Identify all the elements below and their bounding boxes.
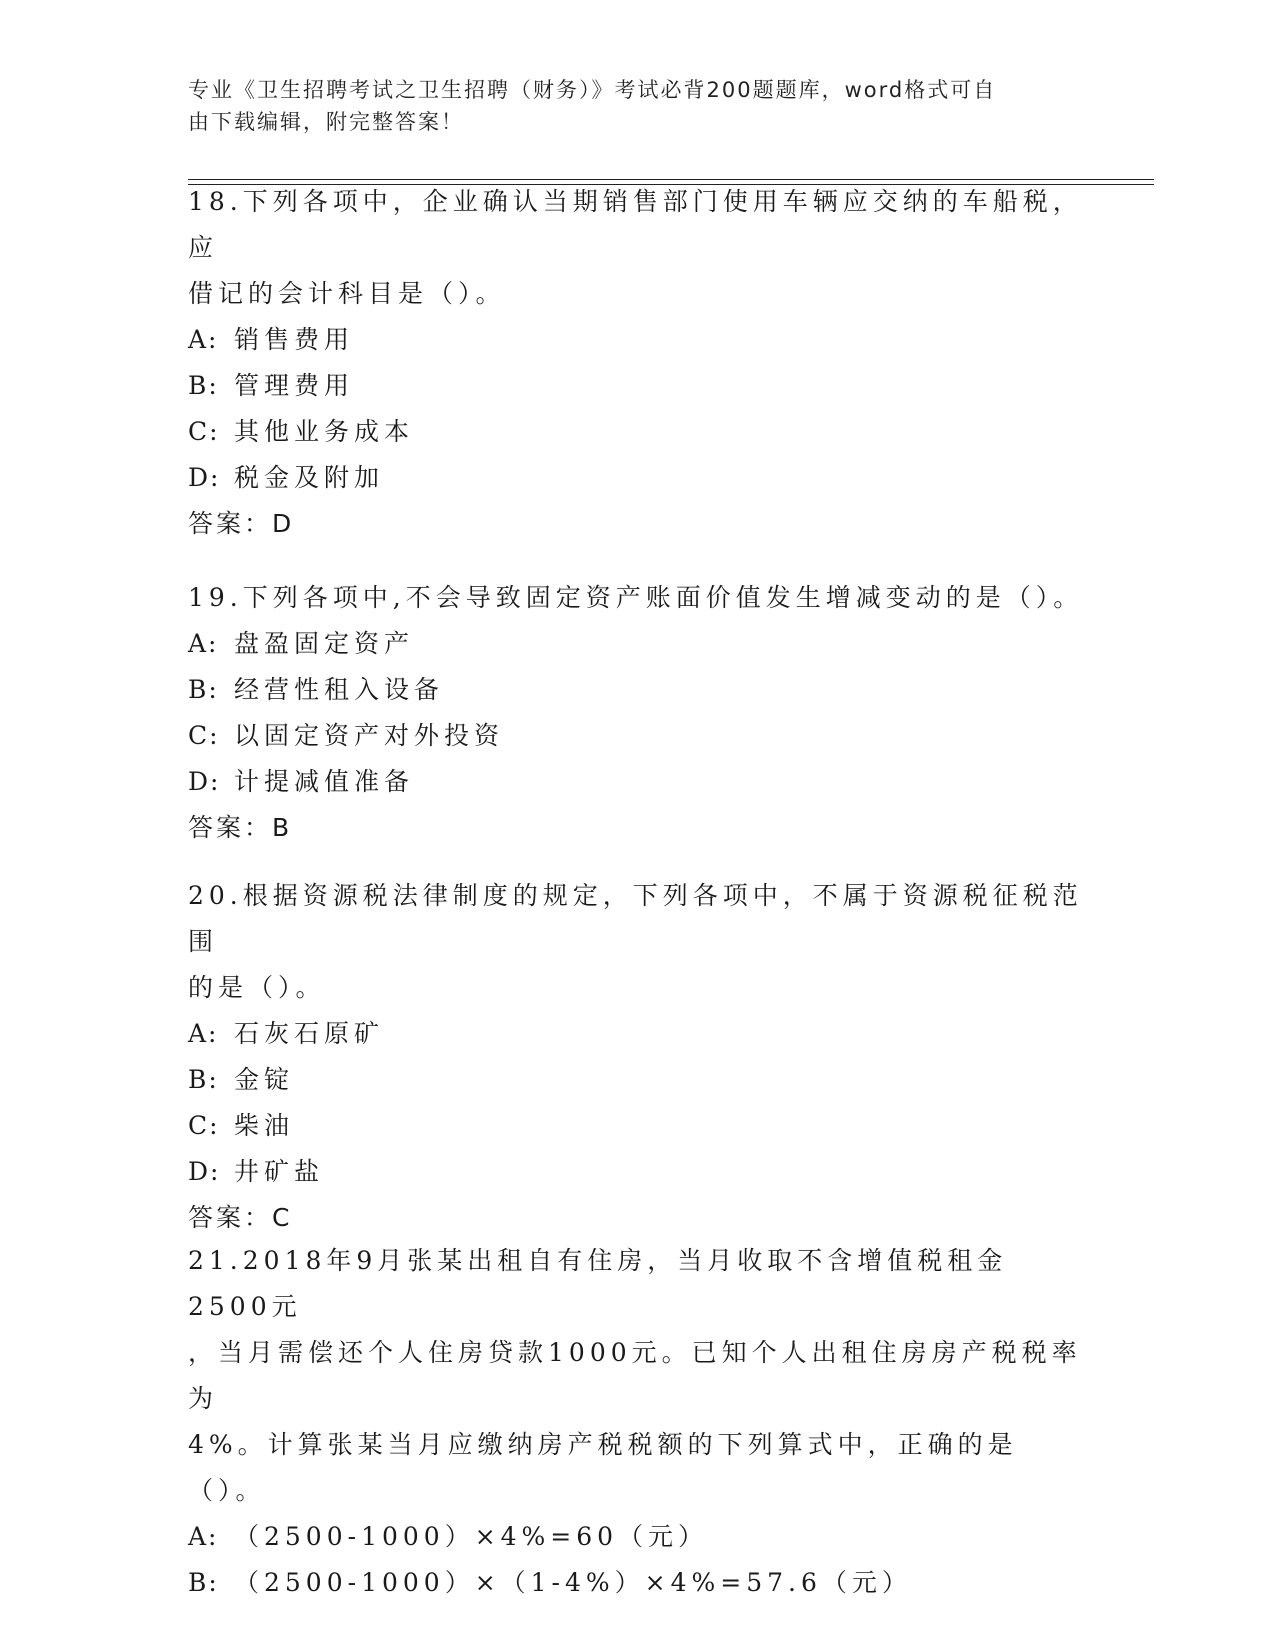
option-letter: D: xyxy=(188,1157,221,1186)
intro-line: 专业《卫生招聘考试之卫生招聘（财务）》考试必背200题题库，word格式可自 xyxy=(188,78,997,102)
question-stem-line: 21.2018年9月张某出租自有住房，当月收取不含增值税租金2500元 xyxy=(188,1246,1008,1321)
question-stem-line: 18.下列各项中，企业确认当期销售部门使用车辆应交纳的车船税，应 xyxy=(188,187,1083,262)
question-stem xyxy=(188,179,1088,317)
answer-line: 答案：B xyxy=(188,813,293,842)
option-letter: C: xyxy=(188,417,220,446)
question-stem-line: 4%。计算张某当月应缴纳房产税税额的下列算式中，正确的是（）。 xyxy=(188,1430,1018,1505)
option-a xyxy=(188,317,1088,363)
option-text: （2500-1000）×（1-4%）×4%=57.6（元） xyxy=(234,1568,912,1597)
question-19 xyxy=(188,575,1088,851)
option-text: 销售费用 xyxy=(234,325,355,354)
question-18 xyxy=(188,179,1088,547)
option-b xyxy=(188,1057,1088,1103)
question-stem-line: 19.下列各项中,不会导致固定资产账面价值发生增减变动的是（）。 xyxy=(188,583,1084,612)
option-letter: C: xyxy=(188,721,220,750)
document-intro xyxy=(188,74,1068,138)
option-letter: B: xyxy=(188,675,219,704)
option-text: 税金及附加 xyxy=(234,463,385,492)
option-b xyxy=(188,1560,1088,1606)
option-letter: A: xyxy=(188,1019,219,1048)
option-a xyxy=(188,1011,1088,1057)
option-d xyxy=(188,455,1088,501)
option-c xyxy=(188,1103,1088,1149)
option-b xyxy=(188,667,1088,713)
option-letter: A: xyxy=(188,629,219,658)
option-c xyxy=(188,409,1088,455)
option-text: 其他业务成本 xyxy=(234,417,415,446)
option-letter: B: xyxy=(188,371,219,400)
option-text: 井矿盐 xyxy=(234,1157,325,1186)
option-d xyxy=(188,759,1088,805)
question-21 xyxy=(188,1238,1088,1606)
option-text: 管理费用 xyxy=(234,371,355,400)
question-stem xyxy=(188,575,1088,621)
question-stem-line: 借记的会计科目是（）。 xyxy=(188,279,506,308)
option-text: 柴油 xyxy=(234,1111,295,1140)
option-text: 石灰石原矿 xyxy=(234,1019,385,1048)
option-letter: C: xyxy=(188,1111,220,1140)
option-text: 金锭 xyxy=(234,1065,295,1094)
question-stem xyxy=(188,873,1088,1011)
option-letter: B: xyxy=(188,1568,219,1597)
option-a xyxy=(188,621,1088,667)
option-c xyxy=(188,713,1088,759)
option-letter: A: xyxy=(188,1522,219,1551)
question-stem-line: ，当月需偿还个人住房贷款1000元。已知个人出租住房房产税税率为 xyxy=(188,1338,1082,1413)
option-b xyxy=(188,363,1088,409)
answer-line: 答案：D xyxy=(188,509,295,538)
option-a xyxy=(188,1514,1088,1560)
option-text: 以固定资产对外投资 xyxy=(234,721,505,750)
option-text: 经营性租入设备 xyxy=(234,675,445,704)
question-stem-line: 20.根据资源税法律制度的规定，下列各项中，不属于资源税征税范围 xyxy=(188,881,1083,956)
option-text: （2500-1000）×4%=60（元） xyxy=(234,1522,709,1551)
option-letter: D: xyxy=(188,463,221,492)
question-stem-line: 的是（）。 xyxy=(188,973,326,1002)
option-letter: A: xyxy=(188,325,219,354)
question-stem xyxy=(188,1238,1088,1514)
option-d xyxy=(188,1149,1088,1195)
option-text: 盘盈固定资产 xyxy=(234,629,415,658)
option-letter: B: xyxy=(188,1065,219,1094)
option-text: 计提减值准备 xyxy=(234,767,415,796)
question-20 xyxy=(188,873,1088,1241)
answer-line: 答案：C xyxy=(188,1203,293,1232)
intro-line: 由下载编辑，附完整答案！ xyxy=(188,110,464,134)
option-letter: D: xyxy=(188,767,221,796)
